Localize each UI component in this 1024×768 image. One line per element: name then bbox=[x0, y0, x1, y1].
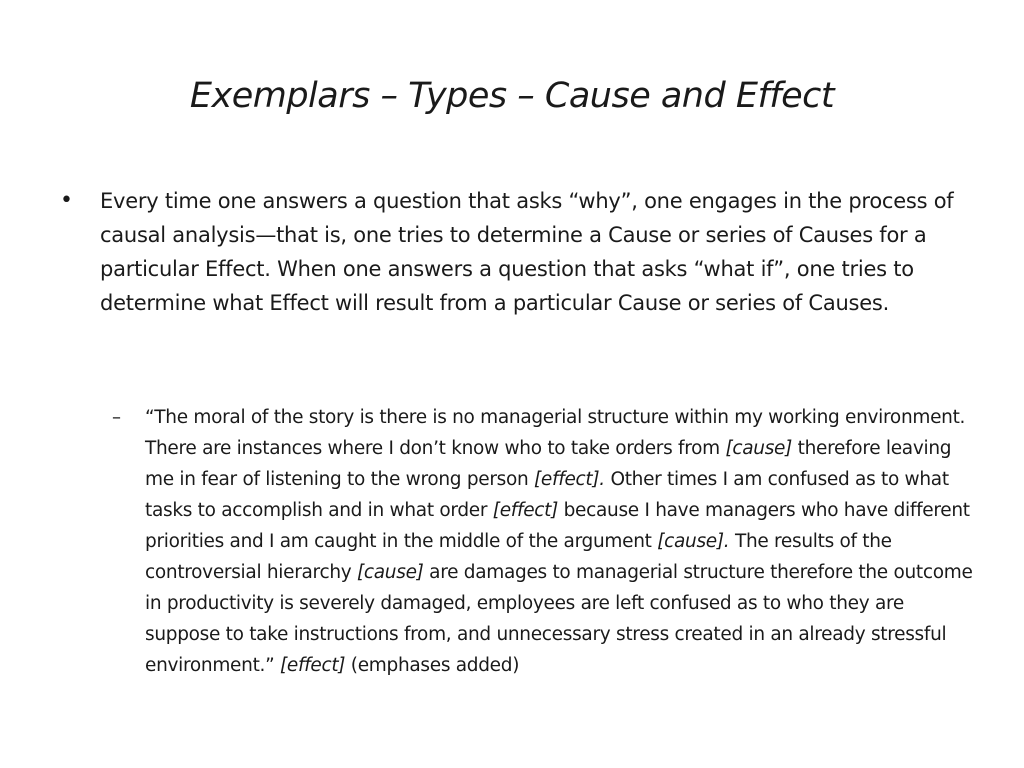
bullet-marker: • bbox=[60, 188, 73, 213]
quote-segment: therefore leaving me in fear of listening to the wrong person bbox=[145, 438, 952, 490]
quote-segment: (emphases added) bbox=[345, 655, 520, 676]
quote-segment: because I have managers who have different priorities and I am caught in the middle of the argument bbox=[145, 500, 970, 552]
cause-tag: [cause]. bbox=[657, 531, 730, 552]
cause-tag: [cause] bbox=[725, 438, 793, 459]
cause-tag: [cause] bbox=[356, 562, 424, 583]
bullet-text: Every time one answers a question that asks “why”, one engages in the process of causal analysis—that is, one tries to determine a Cause or series of Causes for a particular Effect. When one answers a question that asks “what if”, one tries to determine what Effect will result from a particular Cause or series of Causes. bbox=[100, 189, 954, 315]
quote-segment: Other times I am confused as to what tasks to accomplish and in what order bbox=[145, 469, 949, 521]
effect-tag: [effect] bbox=[492, 500, 559, 521]
slide-title: Exemplars – Types – Cause and Effect bbox=[189, 76, 835, 116]
quote-segment: are damages to managerial structure therefore the outcome in productivity is severely damaged, employees are left confused as to who they are suppose to take instructions from, and unnecessary stress created in an already stressful environment.” bbox=[145, 562, 973, 676]
quote-text bbox=[145, 402, 975, 681]
effect-tag: [effect]. bbox=[534, 469, 605, 490]
quote-segment: The results of the controversial hierarchy bbox=[145, 531, 892, 583]
effect-tag: [effect] bbox=[279, 655, 346, 676]
quote-segment: “The moral of the story is there is no managerial structure within my working environment. There are instances where I don’t know who to take orders from bbox=[145, 407, 966, 459]
sub-bullet-marker: – bbox=[112, 407, 121, 428]
